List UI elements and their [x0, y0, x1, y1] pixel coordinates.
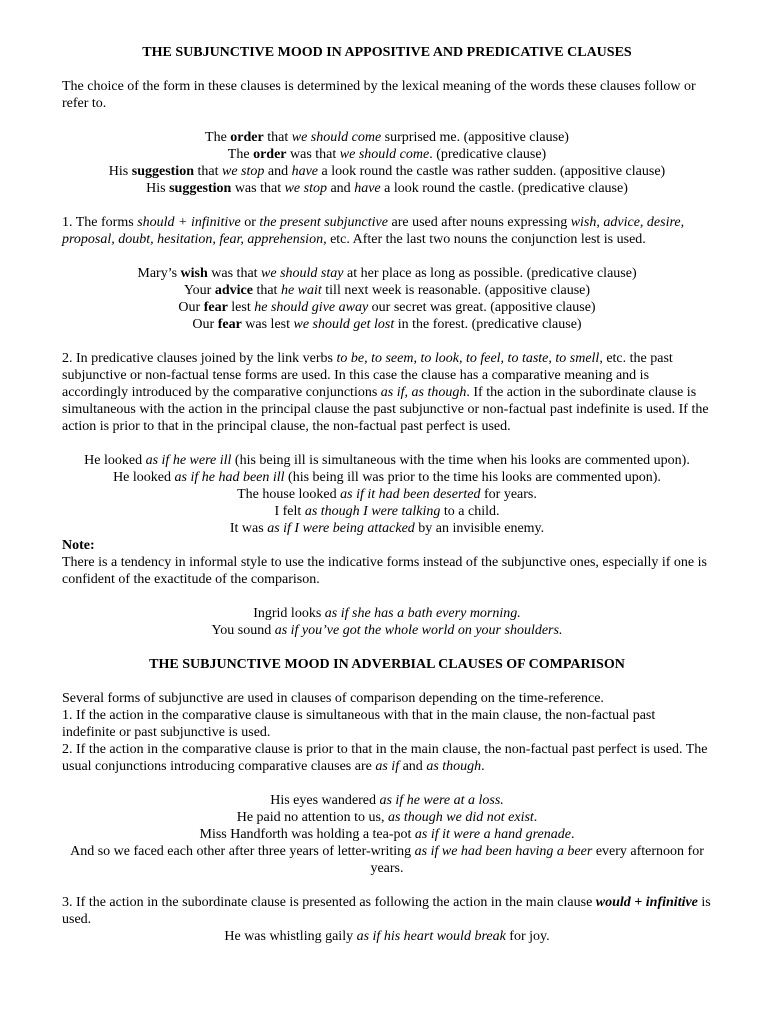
- text-run: by an invisible enemy.: [414, 521, 545, 536]
- text-run: (his being ill was prior to the time his looks are commented upon).: [284, 470, 661, 485]
- example-line: [62, 741, 712, 775]
- text-run: surprised me. (appositive clause): [381, 130, 569, 145]
- text-run: till next week is reasonable. (appositive clause): [321, 283, 591, 298]
- text-run: lest: [227, 300, 255, 315]
- text-run: 1. The forms: [62, 215, 138, 230]
- text-run: and: [326, 181, 355, 196]
- text-run: Several forms of subjunctive are used in clauses of comparison depending on the time-reference.: [62, 691, 604, 706]
- text-run: as if we had been having a beer: [414, 844, 593, 859]
- text-run: The: [205, 130, 231, 145]
- text-run: that: [193, 164, 222, 179]
- text-run: should + infinitive: [137, 215, 241, 230]
- text-run: Your: [183, 283, 215, 298]
- example-line: [62, 486, 712, 503]
- text-run: in the forest. (predicative clause): [394, 317, 582, 332]
- text-run: as if he were ill: [145, 453, 232, 468]
- example-line: [62, 299, 712, 316]
- point-2-paragraph: [62, 350, 712, 435]
- text-run: His: [108, 164, 132, 179]
- text-run: order: [253, 147, 287, 162]
- text-run: as though: [426, 759, 482, 774]
- text-run: a look round the castle was rather sudden. (appositive clause): [318, 164, 666, 179]
- text-run: You sound: [211, 623, 275, 638]
- text-run: was that: [286, 147, 340, 162]
- text-run: suggestion: [131, 164, 194, 179]
- text-run: as if it were a hand grenade: [414, 827, 571, 842]
- example-line: [62, 520, 712, 537]
- text-run: He looked: [84, 453, 146, 468]
- example-line: [62, 452, 712, 469]
- example-line: [62, 928, 712, 945]
- text-run: for years.: [480, 487, 537, 502]
- text-run: as though we did not exist: [387, 810, 534, 825]
- text-run: Our: [178, 300, 204, 315]
- text-run: He was whistling gaily: [224, 929, 357, 944]
- comparison-intro: [62, 690, 712, 775]
- text-run: as if his heart would break: [356, 929, 506, 944]
- example-line: [62, 146, 712, 163]
- examples-1: [62, 129, 712, 197]
- text-run: fear: [217, 317, 242, 332]
- example-line: [62, 622, 712, 639]
- text-run: is used.: [62, 895, 711, 927]
- example-line: [62, 503, 712, 520]
- text-run: was lest: [241, 317, 294, 332]
- text-run: would + infinitive: [595, 895, 698, 910]
- text-run: our secret was great. (appositive clause): [368, 300, 596, 315]
- examples-6: [62, 928, 712, 945]
- text-run: that: [252, 283, 281, 298]
- text-run: we should come: [291, 130, 382, 145]
- text-run: .: [481, 759, 485, 774]
- text-run: we stop: [221, 164, 265, 179]
- text-run: he should give away: [254, 300, 369, 315]
- text-run: we should come: [339, 147, 430, 162]
- text-run: as if he had been ill: [174, 470, 285, 485]
- example-line: [62, 690, 712, 707]
- text-run: as if you’ve got the whole world on your shoulders.: [274, 623, 563, 638]
- text-run: etc. After the last two nouns the conjunction lest is used.: [326, 232, 646, 247]
- text-run: as if, as though: [380, 385, 467, 400]
- text-run: have: [291, 164, 319, 179]
- text-run: every afternoon for years.: [370, 844, 704, 876]
- heading-adverbial-comparison: THE SUBJUNCTIVE MOOD IN ADVERBIAL CLAUSES OF COMPARISON: [149, 657, 625, 672]
- text-run: that: [263, 130, 292, 145]
- text-run: 2. In predicative clauses joined by the link verbs: [62, 351, 337, 366]
- text-run: as if she has a bath every morning.: [324, 606, 521, 621]
- example-line: [62, 809, 712, 826]
- text-run: as if it had been deserted: [340, 487, 481, 502]
- text-run: Miss Handforth was holding a tea-pot: [199, 827, 415, 842]
- example-line: [62, 180, 712, 197]
- text-run: And so we faced each other after three years of letter-writing: [70, 844, 415, 859]
- text-run: or: [240, 215, 260, 230]
- text-run: order: [230, 130, 264, 145]
- text-run: as if he were at a loss.: [379, 793, 504, 808]
- example-line: [62, 826, 712, 843]
- text-run: the present subjunctive: [259, 215, 388, 230]
- text-run: I felt: [274, 504, 305, 519]
- text-run: 2. If the action in the comparative clause is prior to that in the main clause, the non-factual past perfect is used. The usual conjunctions introducing comparative clauses are: [62, 742, 708, 774]
- text-run: He looked: [113, 470, 175, 485]
- text-run: and: [399, 759, 427, 774]
- text-run: wish, advice, desire, proposal, doubt, hesitation, fear, apprehension,: [62, 215, 685, 247]
- example-line: [62, 129, 712, 146]
- text-run: .: [570, 827, 575, 842]
- text-run: a look round the castle. (predicative clause): [380, 181, 628, 196]
- text-run: advice: [214, 283, 253, 298]
- example-line: [62, 792, 712, 809]
- example-line: [62, 843, 712, 877]
- text-run: was that: [207, 266, 262, 281]
- examples-4: [62, 605, 712, 639]
- text-run: suggestion: [169, 181, 232, 196]
- text-run: He paid no attention to us,: [236, 810, 388, 825]
- example-line: [62, 316, 712, 333]
- text-run: . (predicative clause): [429, 147, 547, 162]
- text-run: Mary’s: [137, 266, 181, 281]
- text-run: 3. If the action in the subordinate clause is presented as following the action in the main clause: [62, 895, 596, 910]
- example-line: [62, 605, 712, 622]
- text-run: to a child.: [440, 504, 500, 519]
- text-run: as if: [375, 759, 400, 774]
- point-3-paragraph: [62, 894, 712, 928]
- text-run: at her place as long as possible. (predicative clause): [343, 266, 637, 281]
- text-run: It was: [229, 521, 268, 536]
- text-run: as if I were being attacked: [267, 521, 415, 536]
- text-run: to be, to seem, to look, to feel, to taste, to smell: [336, 351, 600, 366]
- text-run: (his being ill is simultaneous with the time when his looks are commented upon).: [231, 453, 690, 468]
- examples-3: [62, 452, 712, 537]
- text-run: and: [264, 164, 292, 179]
- text-run: Our: [192, 317, 218, 332]
- text-run: . If the action in the subordinate clause is simultaneous with the action in the principal clause the past subjunctive or non-factual past indefinite is used. If the action is prior to that in the principal clause, the non-factual past perfect is used.: [62, 385, 709, 434]
- heading-appositive-predicative: THE SUBJUNCTIVE MOOD IN APPOSITIVE AND PREDICATIVE CLAUSES: [142, 45, 632, 60]
- text-run: for joy.: [505, 929, 550, 944]
- text-run: fear: [203, 300, 228, 315]
- note-label: Note:: [62, 538, 95, 553]
- text-run: we should stay: [261, 266, 344, 281]
- text-run: we stop: [284, 181, 327, 196]
- text-run: we should get lost: [293, 317, 395, 332]
- point-1-paragraph: [62, 214, 712, 248]
- text-run: 1. If the action in the comparative clause is simultaneous with that in the main clause, the non-factual past indefinite or past subjunctive is used.: [62, 708, 656, 740]
- text-run: he wait: [280, 283, 322, 298]
- text-run: .: [533, 810, 538, 825]
- note-text: There is a tendency in informal style to use the indicative forms instead of the subjunctive ones, especially if one is confident of the exactitude of the comparison.: [62, 555, 707, 587]
- text-run: Ingrid looks: [253, 606, 325, 621]
- text-run: The house looked: [237, 487, 341, 502]
- text-run: His eyes wandered: [270, 793, 380, 808]
- example-line: [62, 282, 712, 299]
- examples-2: [62, 265, 712, 333]
- intro-paragraph: The choice of the form in these clauses is determined by the lexical meaning of the words these clauses follow or refer to.: [62, 79, 696, 111]
- example-line: [62, 265, 712, 282]
- examples-5: [62, 792, 712, 877]
- text-run: , etc. the past subjunctive or non-factual tense forms are used. In this case the clause has a comparative meaning and is accordingly introduced by the comparative conjunctions: [62, 351, 673, 400]
- text-run: was that: [231, 181, 285, 196]
- text-run: wish: [180, 266, 208, 281]
- text-run: have: [354, 181, 381, 196]
- example-line: [62, 163, 712, 180]
- example-line: [62, 469, 712, 486]
- text-run: as though I were talking: [304, 504, 441, 519]
- example-line: [62, 707, 712, 741]
- text-run: His: [146, 181, 170, 196]
- text-run: are used after nouns expressing: [387, 215, 571, 230]
- text-run: The: [227, 147, 254, 162]
